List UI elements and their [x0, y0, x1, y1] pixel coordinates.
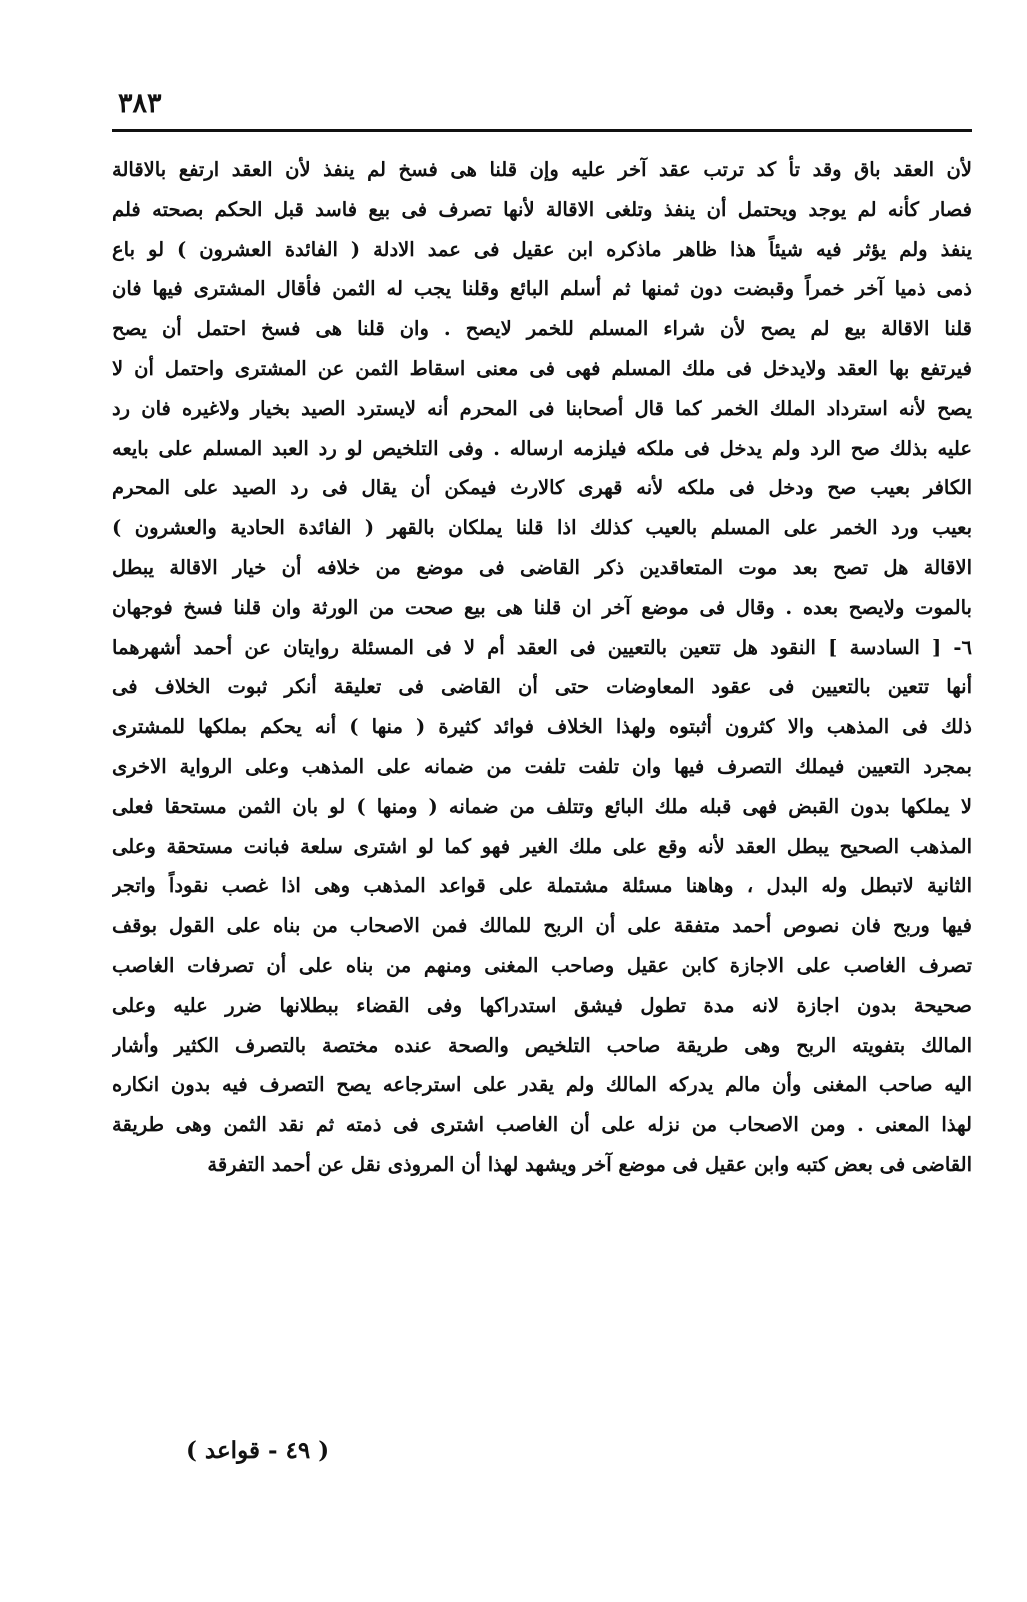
text-line: اليه صاحب المغنى وأن مالم يدركه المالك ولم يقدر على استرجاعه يصح التصرف فيه بدون انكاره [112, 1073, 972, 1097]
body-text [112, 150, 972, 1185]
text-line: بالموت ولايصح بعده . وقال فى موضع آخر ان قلنا هى بيع صحت من الورثة وان قلنا فسخ فوجهان [112, 595, 972, 619]
text-line: الاقالة هل تصح بعد موت المتعاقدين ذكر القاضى فى موضع من خلافه أن خيار الاقالة يبطل [112, 555, 972, 579]
text-line: يصح لأنه استرداد الملك الخمر كما قال أصحابنا فى المحرم أنه لايسترد الصيد بخيار ولاغيره فان رد [112, 396, 972, 420]
text-line: الثانية لاتبطل وله البدل ، وهاهنا مسئلة مشتملة على قواعد المذهب وهى اذا غصب نقوداً واتجر [112, 874, 972, 898]
text-line: تصرف الغاصب على الاجازة كابن عقيل وصاحب المغنى ومنهم من بناه على أن تصرفات الغاصب [112, 953, 972, 977]
text-line: لا يملكها بدون القبض فهى قبله ملك البائع وتتلف من ضمانه ( ومنها ) لو بان الثمن مستحقا فعلى [112, 794, 972, 818]
text-line: أنها تتعين بالتعيين فى عقود المعاوضات حتى أن القاضى فى تعليقة أنكر ثبوت الخلاف فى [112, 675, 972, 699]
text-line: بعيب ورد الخمر على المسلم بالعيب كذلك اذا قلنا يملكان بالقهر ( الفائدة الحادية والعشرون ) [112, 516, 972, 540]
text-line: ٦- [ السادسة ] النقود هل تتعين بالتعيين فى العقد أم لا فى المسئلة روايتان عن أحمد أشهرهما [112, 635, 972, 659]
text-line: ذلك فى المذهب والا كثرون أثبتوه ولهذا الخلاف فوائد كثيرة ( منها ) أنه يحكم بملكها للمشترى [112, 715, 972, 739]
text-line: ذمى ذميا آخر خمراً وقبضت دون ثمنها ثم أسلم البائع وقلنا يجب له الثمن فأقال المشترى فيها فان [112, 277, 972, 301]
page-number: ٣٨٣ [118, 88, 162, 119]
text-line: فيها وربح فان نصوص أحمد متفقة على أن الربح للمالك فمن الاصحاب من بناه على القول بوقف [112, 914, 972, 938]
text-line: فيرتفع بها العقد ولايدخل فى ملك المسلم فهى فى معنى اسقاط الثمن عن المشترى واحتمل أن لا [112, 356, 972, 380]
signature-mark: ( ٤٩ - قواعد ) [186, 1437, 330, 1464]
text-line: صحيحة بدون اجازة لانه مدة تطول فيشق استدراكها وفى القضاء ببطلانها ضرر عليه وعلى [112, 993, 972, 1017]
text-line: عليه بذلك صح الرد ولم يدخل فى ملكه فيلزمه ارساله . وفى التلخيص لو رد العبد المسلم على بايعه [112, 436, 972, 460]
text-line: لهذا المعنى . ومن الاصحاب من نزله على أن الغاصب اشترى فى ذمته ثم نقد الثمن وهى طريقة [112, 1113, 972, 1137]
text-line: ينفذ ولم يؤثر فيه شيئاً هذا ظاهر ماذكره ابن عقيل فى عمد الادلة ( الفائدة العشرون ) لو باع [112, 237, 972, 261]
text-line: القاضى فى بعض كتبه وابن عقيل فى موضع آخر ويشهد لهذا أن المروذى نقل عن أحمد التفرقة [207, 1152, 972, 1176]
header-rule [112, 129, 972, 132]
text-line: فصار كأنه لم يوجد ويحتمل أن ينفذ وتلغى الاقالة لأنها تصرف فى بيع فاسد قبل الحكم بصحته فلم [112, 197, 972, 221]
text-line: المالك بتفويته الربح وهى طريقة صاحب التلخيص والصحة عنده مختصة بالتصرف الكثير وأشار [112, 1033, 972, 1057]
text-line: الكافر بعيب صح ودخل فى ملكه لأنه قهرى كالارث فيمكن أن يقال فى رد الصيد على المحرم [112, 476, 972, 500]
text-line: قلنا الاقالة بيع لم يصح لأن شراء المسلم للخمر لايصح . وان قلنا هى فسخ احتمل أن يصح [112, 317, 972, 341]
text-line: لأن العقد باق وقد تأ كد ترتب عقد آخر عليه وإن قلنا هى فسخ لم ينفذ لأن العقد ارتفع بالاقالة [112, 158, 972, 181]
text-line: المذهب الصحيح يبطل العقد لأنه وقع على ملك الغير فهو كما لو اشترى سلعة فبانت مستحقة وعلى [112, 834, 972, 858]
text-line: بمجرد التعيين فيملك التصرف فيها وان تلفت تلفت من ضمانه على المذهب وعلى الرواية الاخرى [112, 754, 972, 778]
